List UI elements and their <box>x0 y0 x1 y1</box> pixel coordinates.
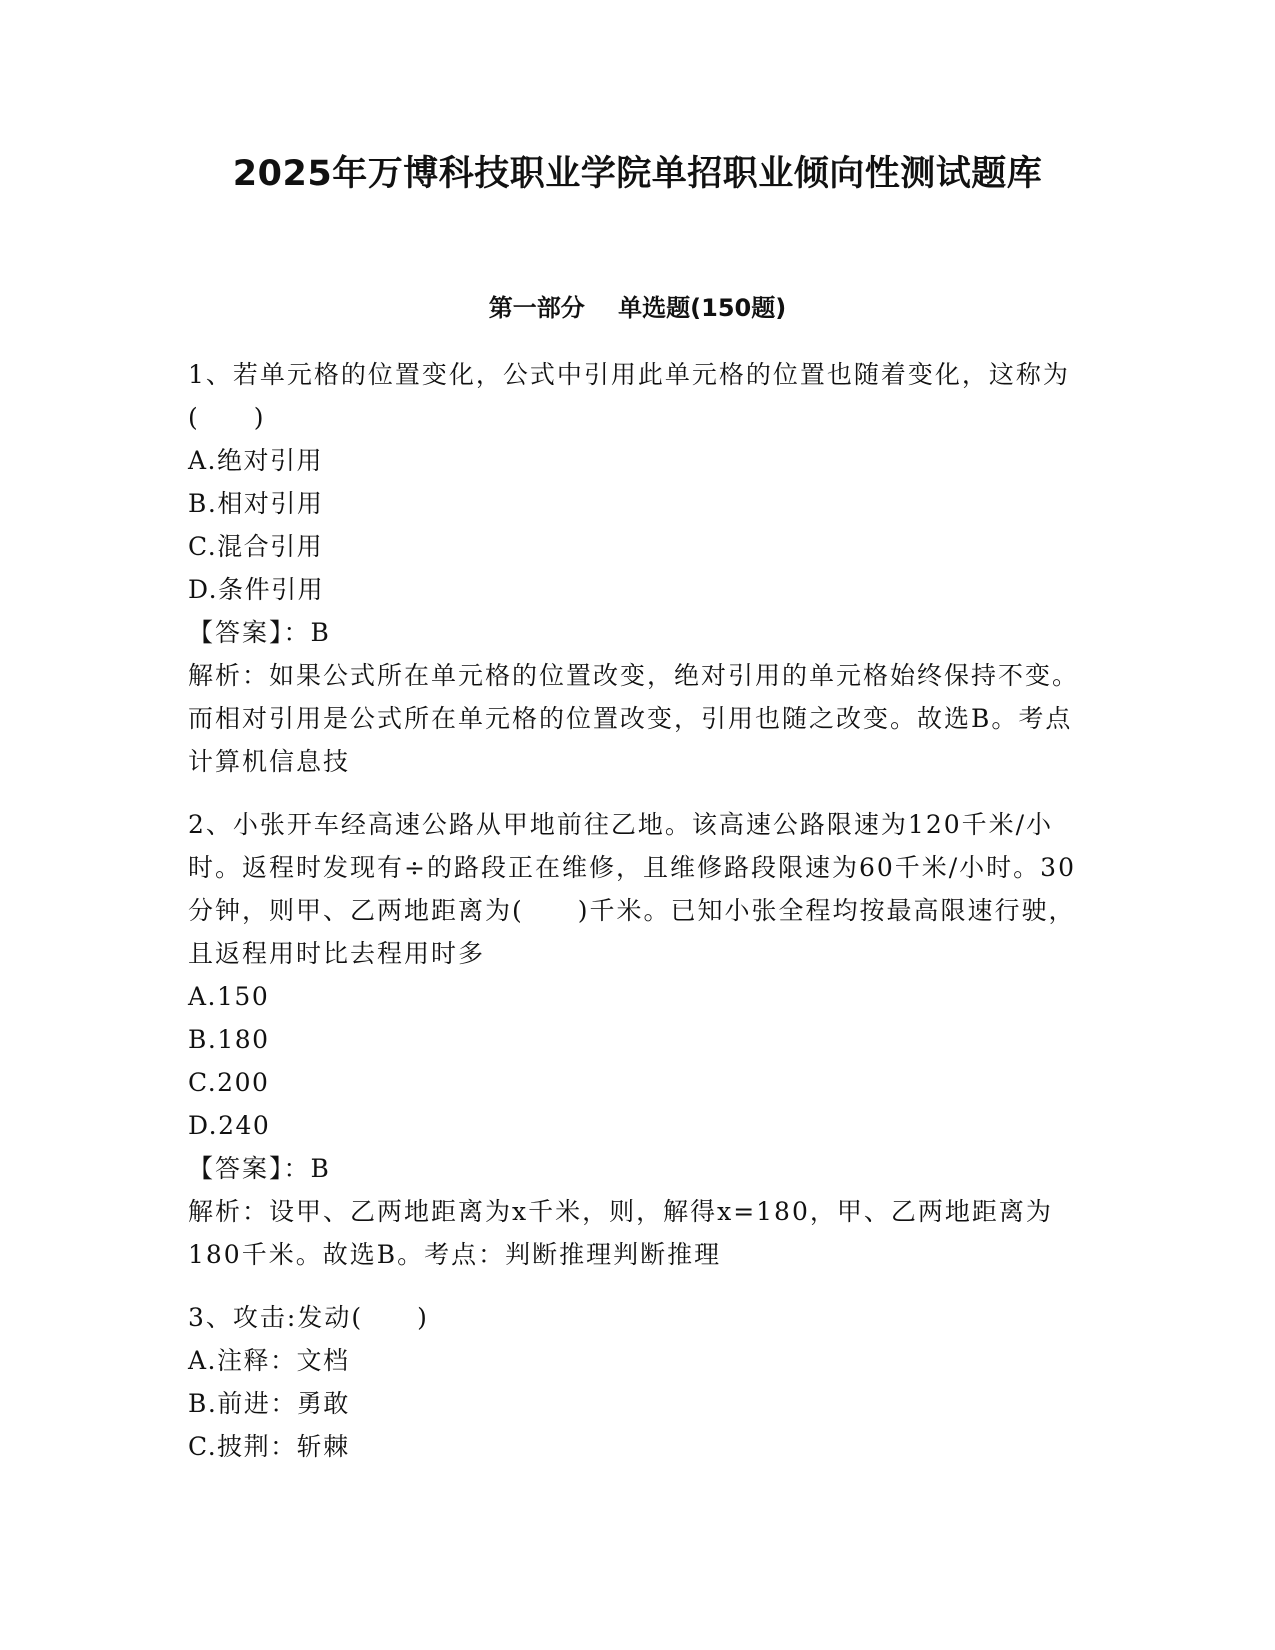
option-a: A.绝对引用 <box>188 446 324 475</box>
question-list <box>188 353 1088 1488</box>
document-title: 2025年万博科技职业学院单招职业倾向性测试题库 <box>232 154 1043 194</box>
question-3 <box>188 1296 1088 1468</box>
option-b: B.相对引用 <box>188 489 324 518</box>
option-c: C.混合引用 <box>188 532 324 561</box>
option-b: B.180 <box>188 1025 270 1054</box>
option-d: D.240 <box>188 1111 271 1140</box>
option-a: A.注释：文档 <box>188 1346 350 1375</box>
question-1 <box>188 353 1088 783</box>
option-d: D.条件引用 <box>188 575 325 604</box>
answer: 【答案】：B <box>188 1154 331 1183</box>
analysis: 解析：设甲、乙两地距离为x千米，则，解得x=180，甲、乙两地距离为180千米。故选B。考点：判断推理判断推理 <box>188 1197 1053 1269</box>
question-2 <box>188 803 1088 1276</box>
option-a: A.150 <box>188 982 270 1011</box>
analysis: 解析：如果公式所在单元格的位置改变，绝对引用的单元格始终保持不变。而相对引用是公式所在单元格的位置改变，引用也随之改变。故选B。考点计算机信息技 <box>188 661 1080 776</box>
section-title: 第一部分 单选题(150题) <box>488 294 787 322</box>
answer: 【答案】：B <box>188 618 331 647</box>
option-c: C.200 <box>188 1068 270 1097</box>
question-stem: 1、若单元格的位置变化，公式中引用此单元格的位置也随着变化，这称为( ) <box>188 360 1070 432</box>
option-c: C.披荆：斩棘 <box>188 1432 350 1461</box>
question-stem: 2、小张开车经高速公路从甲地前往乙地。该高速公路限速为120千米/小时。返程时发现有÷的路段正在维修，且维修路段限速为60千米/小时。30分钟，则甲、乙两地距离为( )千米。已知小张全程均按最高限速行驶，且返程用时比去程用时多 <box>188 810 1076 968</box>
question-stem: 3、攻击:发动( ) <box>188 1303 429 1332</box>
option-b: B.前进：勇敢 <box>188 1389 350 1418</box>
